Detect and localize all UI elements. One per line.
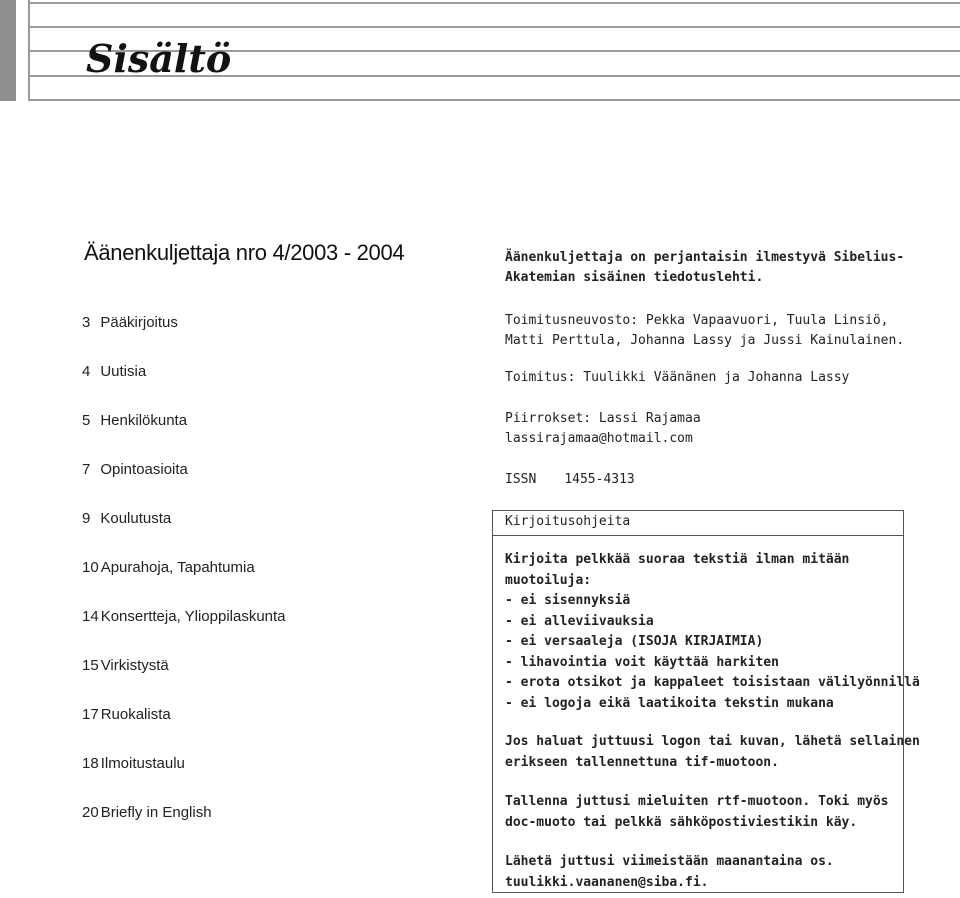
toc-item[interactable] xyxy=(82,755,185,772)
guidelines-heading-wrap xyxy=(505,512,630,533)
toc-label: Konsertteja, Ylioppilaskunta xyxy=(100,608,286,625)
toc-page-number: 7 xyxy=(82,461,91,478)
issn-label: ISSN xyxy=(505,472,537,487)
guidelines-bullet: - ei versaaleja (ISOJA KIRJAIMIA) xyxy=(505,634,764,649)
toc-item[interactable] xyxy=(82,510,171,527)
drawings-email[interactable]: lassirajamaa@hotmail.com xyxy=(505,431,693,446)
toc-page-number: 10 xyxy=(82,559,99,576)
toc-item[interactable] xyxy=(82,804,212,821)
toc-page-number: 4 xyxy=(82,363,91,380)
toc-page-number: 9 xyxy=(82,510,91,527)
toc-item[interactable] xyxy=(82,363,146,380)
toc-label: Pääkirjoitus xyxy=(100,314,178,331)
guidelines-heading: Kirjoitusohjeita xyxy=(505,514,631,529)
guidelines-bullet: - ei alleviivauksia xyxy=(505,613,654,629)
toc-label: Ruokalista xyxy=(100,706,171,723)
guidelines-line: erikseen tallennettuna tif-muotoon. xyxy=(505,754,779,770)
drawings-line: Piirrokset: Lassi Rajamaa xyxy=(505,411,701,426)
guidelines-text xyxy=(505,550,920,714)
guidelines-box xyxy=(492,510,920,893)
toc-label: Opintoasioita xyxy=(100,461,188,478)
toc-label: Koulutusta xyxy=(100,510,172,527)
guidelines-format-note xyxy=(505,792,889,833)
toc-page-number: 3 xyxy=(82,314,91,331)
header-rule-1 xyxy=(28,2,960,4)
toc-item[interactable] xyxy=(82,461,188,478)
toc-item[interactable] xyxy=(82,559,255,576)
editorial-board xyxy=(505,311,904,351)
intro-line: Akatemian sisäinen tiedotuslehti. xyxy=(505,270,764,285)
issn xyxy=(505,470,635,490)
toc-item[interactable] xyxy=(82,706,171,723)
guidelines-bullet: - ei logoja eikä laatikoita tekstin mukana xyxy=(505,695,834,711)
guidelines-email[interactable]: tuulikki.vaananen@siba.fi. xyxy=(505,874,709,890)
drawings xyxy=(505,409,701,449)
guidelines-bullet: - ei sisennyksiä xyxy=(505,593,631,608)
toc-label: Ilmoitustaulu xyxy=(100,755,185,772)
toc-page-number: 17 xyxy=(82,706,99,723)
toc-page-number: 5 xyxy=(82,412,91,429)
guidelines-bullet: - erota otsikot ja kappaleet toisistaan välilyönnillä xyxy=(505,675,920,690)
page-title: Sisältö xyxy=(86,36,232,81)
toc-item[interactable] xyxy=(82,412,187,429)
intro-text xyxy=(505,248,904,288)
toc-page-number: 18 xyxy=(82,755,99,772)
toc-page-number: 14 xyxy=(82,608,99,625)
toc-page-number: 20 xyxy=(82,804,99,821)
toc-label: Henkilökunta xyxy=(100,412,188,429)
intro-line: Äänenkuljettaja on perjantaisin ilmestyvä Sibelius- xyxy=(505,250,905,265)
guidelines-line: doc-muoto tai pelkkä sähköpostiviestikin käy. xyxy=(505,814,858,830)
toc-page-number: 15 xyxy=(82,657,99,674)
header-vrule xyxy=(28,0,30,101)
guidelines-line: Lähetä juttusi viimeistään maanantaina os. xyxy=(505,854,834,869)
guidelines-line: Kirjoita pelkkää suoraa tekstiä ilman mitään xyxy=(505,552,850,567)
issue-title: Äänenkuljettaja nro 4/2003 - 2004 xyxy=(84,240,405,265)
toc-item[interactable] xyxy=(82,608,286,625)
toc-item[interactable] xyxy=(82,314,178,331)
guidelines-divider xyxy=(493,535,903,536)
header-side-bar xyxy=(0,0,16,101)
guidelines-deadline-note xyxy=(505,852,834,893)
guidelines-line: Jos haluat juttuusi logon tai kuvan, lähetä sellainen xyxy=(505,734,920,749)
guidelines-line: Tallenna juttusi mieluiten rtf-muotoon. Toki myös xyxy=(505,794,889,809)
header-rule-5 xyxy=(28,99,960,101)
guidelines-line: muotoiluja: xyxy=(505,572,592,588)
toc-label: Uutisia xyxy=(100,363,147,380)
header-rule-2 xyxy=(28,26,960,28)
toc-label: Virkistystä xyxy=(100,657,169,674)
toc-label: Apurahoja, Tapahtumia xyxy=(100,559,255,576)
issn-value: 1455-4313 xyxy=(564,472,635,487)
guidelines-bullet: - lihavointia voit käyttää harkiten xyxy=(505,654,779,670)
guidelines-logo-note xyxy=(505,732,920,773)
editorial-board-line: Matti Perttula, Johanna Lassy ja Jussi Kainulainen. xyxy=(505,333,905,348)
editors-line: Toimitus: Tuulikki Väänänen ja Johanna Lassy xyxy=(505,370,850,385)
toc-item[interactable] xyxy=(82,657,169,674)
editors xyxy=(505,368,849,388)
toc-label: Briefly in English xyxy=(100,804,212,821)
editorial-board-line: Toimitusneuvosto: Pekka Vapaavuori, Tuula Linsiö, xyxy=(505,313,889,328)
